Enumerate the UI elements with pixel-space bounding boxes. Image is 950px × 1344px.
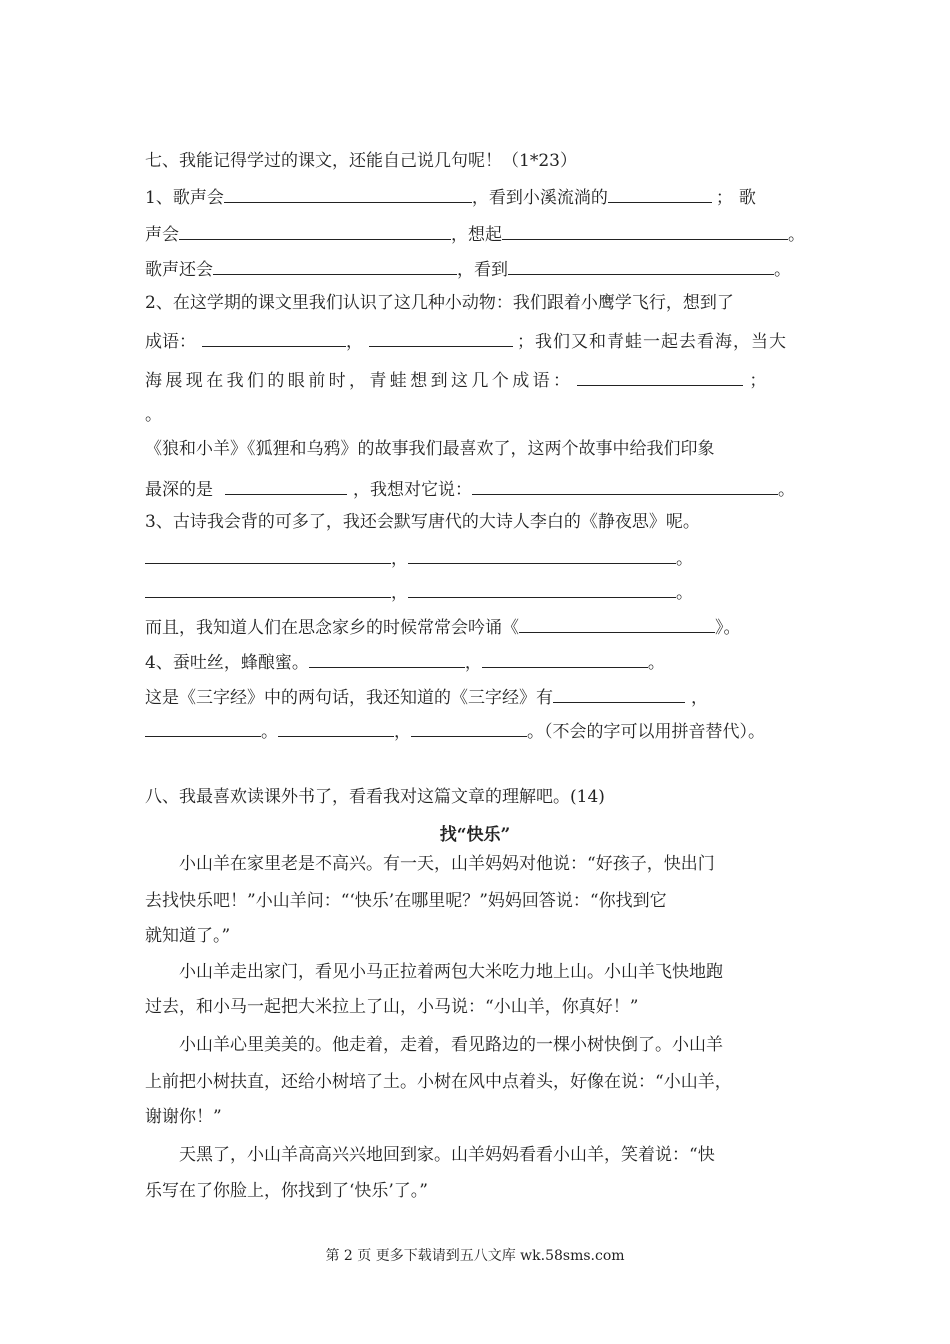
poem-blank[interactable]: [408, 546, 676, 564]
q3-text: 》。: [715, 618, 741, 638]
answer-blank[interactable]: [519, 615, 715, 633]
answer-blank[interactable]: [202, 329, 346, 347]
story-line: 就知道了。”: [145, 926, 231, 946]
q4-text: ，: [394, 722, 411, 742]
q2-line4: 。: [145, 405, 162, 425]
q1-text: 歌声还会: [145, 260, 213, 280]
q2-text: 最深的是: [145, 480, 213, 500]
answer-blank[interactable]: [577, 368, 743, 386]
q4-text: ，: [691, 688, 708, 708]
q3-text: ，: [391, 583, 408, 603]
story-line: 去找快乐吧！”小山羊问：“‘快乐’在哪里呢？”妈妈回答说：“你找到它: [145, 891, 667, 911]
q4-text: 4、蚕吐丝，蜂酿蜜。: [145, 653, 309, 673]
q4-line1: [145, 650, 825, 674]
q2-line6: [145, 477, 825, 501]
story-line: 天黑了，小山羊高高兴兴地回到家。山羊妈妈看看小山羊，笑着说：“快: [145, 1145, 715, 1165]
q1-text: ，看到小溪流淌的: [471, 188, 608, 208]
q2-line2: [145, 329, 825, 353]
q1-text: 1、歌声会: [145, 188, 224, 208]
q2-text: 。: [778, 480, 795, 500]
q2-text: ，我想对它说：: [353, 480, 472, 500]
answer-blank[interactable]: [225, 477, 347, 495]
answer-blank[interactable]: [472, 477, 778, 495]
q2-text: ；我们又和青蛙一起去看海，当大: [517, 332, 787, 352]
q4-text: 这是《三字经》中的两句话，我还知道的《三字经》有: [145, 688, 553, 708]
q4-text: 。: [647, 653, 665, 673]
story-title: 找“快乐”: [439, 825, 511, 845]
section7-heading: 七、我能记得学过的课文，还能自己说几句呢！（1*23）: [145, 151, 577, 171]
story-line: 乐写在了你脸上，你找到了‘快乐’了。”: [145, 1181, 428, 1201]
q1-text: ，看到: [457, 260, 508, 280]
q4-text: 。（不会的字可以用拼音替代）。: [527, 722, 765, 742]
story-line: 谢谢你！”: [145, 1107, 222, 1127]
section8-heading: 八、我最喜欢读课外书了，看看我对这篇文章的理解吧。(14): [145, 787, 605, 807]
q3-line1: 3、古诗我会背的可多了，我还会默写唐代的大诗人李白的《静夜思》呢。: [145, 512, 700, 532]
story-line: 上前把小树扶直，还给小树培了土。小树在风中点着头，好像在说：“小山羊，: [145, 1072, 732, 1092]
answer-blank[interactable]: [508, 257, 774, 275]
q3-line3: [145, 580, 825, 604]
answer-blank[interactable]: [213, 257, 457, 275]
q1-text: 。: [788, 225, 805, 245]
q1-line2: [145, 222, 825, 246]
answer-blank[interactable]: [145, 719, 261, 737]
answer-blank[interactable]: [309, 650, 465, 668]
q3-text: 。: [676, 583, 693, 603]
answer-blank[interactable]: [482, 650, 648, 668]
q2-text: 海展现在我们的眼前时，青蛙想到这几个成语：: [145, 371, 574, 391]
q3-line4: [145, 615, 825, 639]
answer-blank[interactable]: [411, 719, 527, 737]
q1-line1: [145, 185, 825, 209]
q2-text: ，: [346, 332, 363, 352]
answer-blank[interactable]: [502, 222, 788, 240]
q2-text: ；: [749, 371, 767, 391]
answer-blank[interactable]: [179, 222, 451, 240]
answer-blank[interactable]: [608, 185, 712, 203]
q3-text: 。: [676, 549, 693, 569]
q4-line2: [145, 685, 825, 709]
story-line: 过去，和小马一起把大米拉上了山，小马说：“小山羊，你真好！”: [145, 997, 639, 1017]
poem-blank[interactable]: [408, 580, 676, 598]
answer-blank[interactable]: [369, 329, 513, 347]
q1-text: ；歌: [715, 188, 762, 208]
q4-line3: [145, 719, 825, 743]
story-line: 小山羊在家里老是不高兴。有一天，山羊妈妈对他说：“好孩子，快出门: [145, 854, 715, 874]
q2-text: 成语：: [145, 332, 196, 352]
poem-blank[interactable]: [145, 546, 391, 564]
q2-line5: 《狼和小羊》《狐狸和乌鸦》的故事我们最喜欢了，这两个故事中给我们印象: [145, 439, 715, 459]
poem-blank[interactable]: [145, 580, 391, 598]
answer-blank[interactable]: [553, 685, 685, 703]
q1-line3: [145, 257, 825, 281]
answer-blank[interactable]: [278, 719, 394, 737]
q2-line3: [145, 368, 825, 392]
q3-line2: [145, 546, 825, 570]
answer-blank[interactable]: [224, 185, 472, 203]
page-footer: 第 2 页 更多下载请到五八文库 wk.58sms.com: [325, 1248, 625, 1264]
q1-text: 声会: [145, 225, 179, 245]
q4-text: 。: [261, 722, 278, 742]
story-line: 小山羊走出家门，看见小马正拉着两包大米吃力地上山。小山羊飞快地跑: [145, 962, 723, 982]
q4-text: ，: [464, 653, 482, 673]
q1-text: 。: [774, 260, 791, 280]
q1-text: ，想起: [451, 225, 502, 245]
q2-line1: 2、在这学期的课文里我们认识了这几种小动物：我们跟着小鹰学飞行，想到了: [145, 293, 734, 313]
q3-text: 而且，我知道人们在思念家乡的时候常常会吟诵《: [145, 618, 519, 638]
story-line: 小山羊心里美美的。他走着，走着，看见路边的一棵小树快倒了。小山羊: [145, 1035, 723, 1055]
q3-text: ，: [391, 549, 408, 569]
